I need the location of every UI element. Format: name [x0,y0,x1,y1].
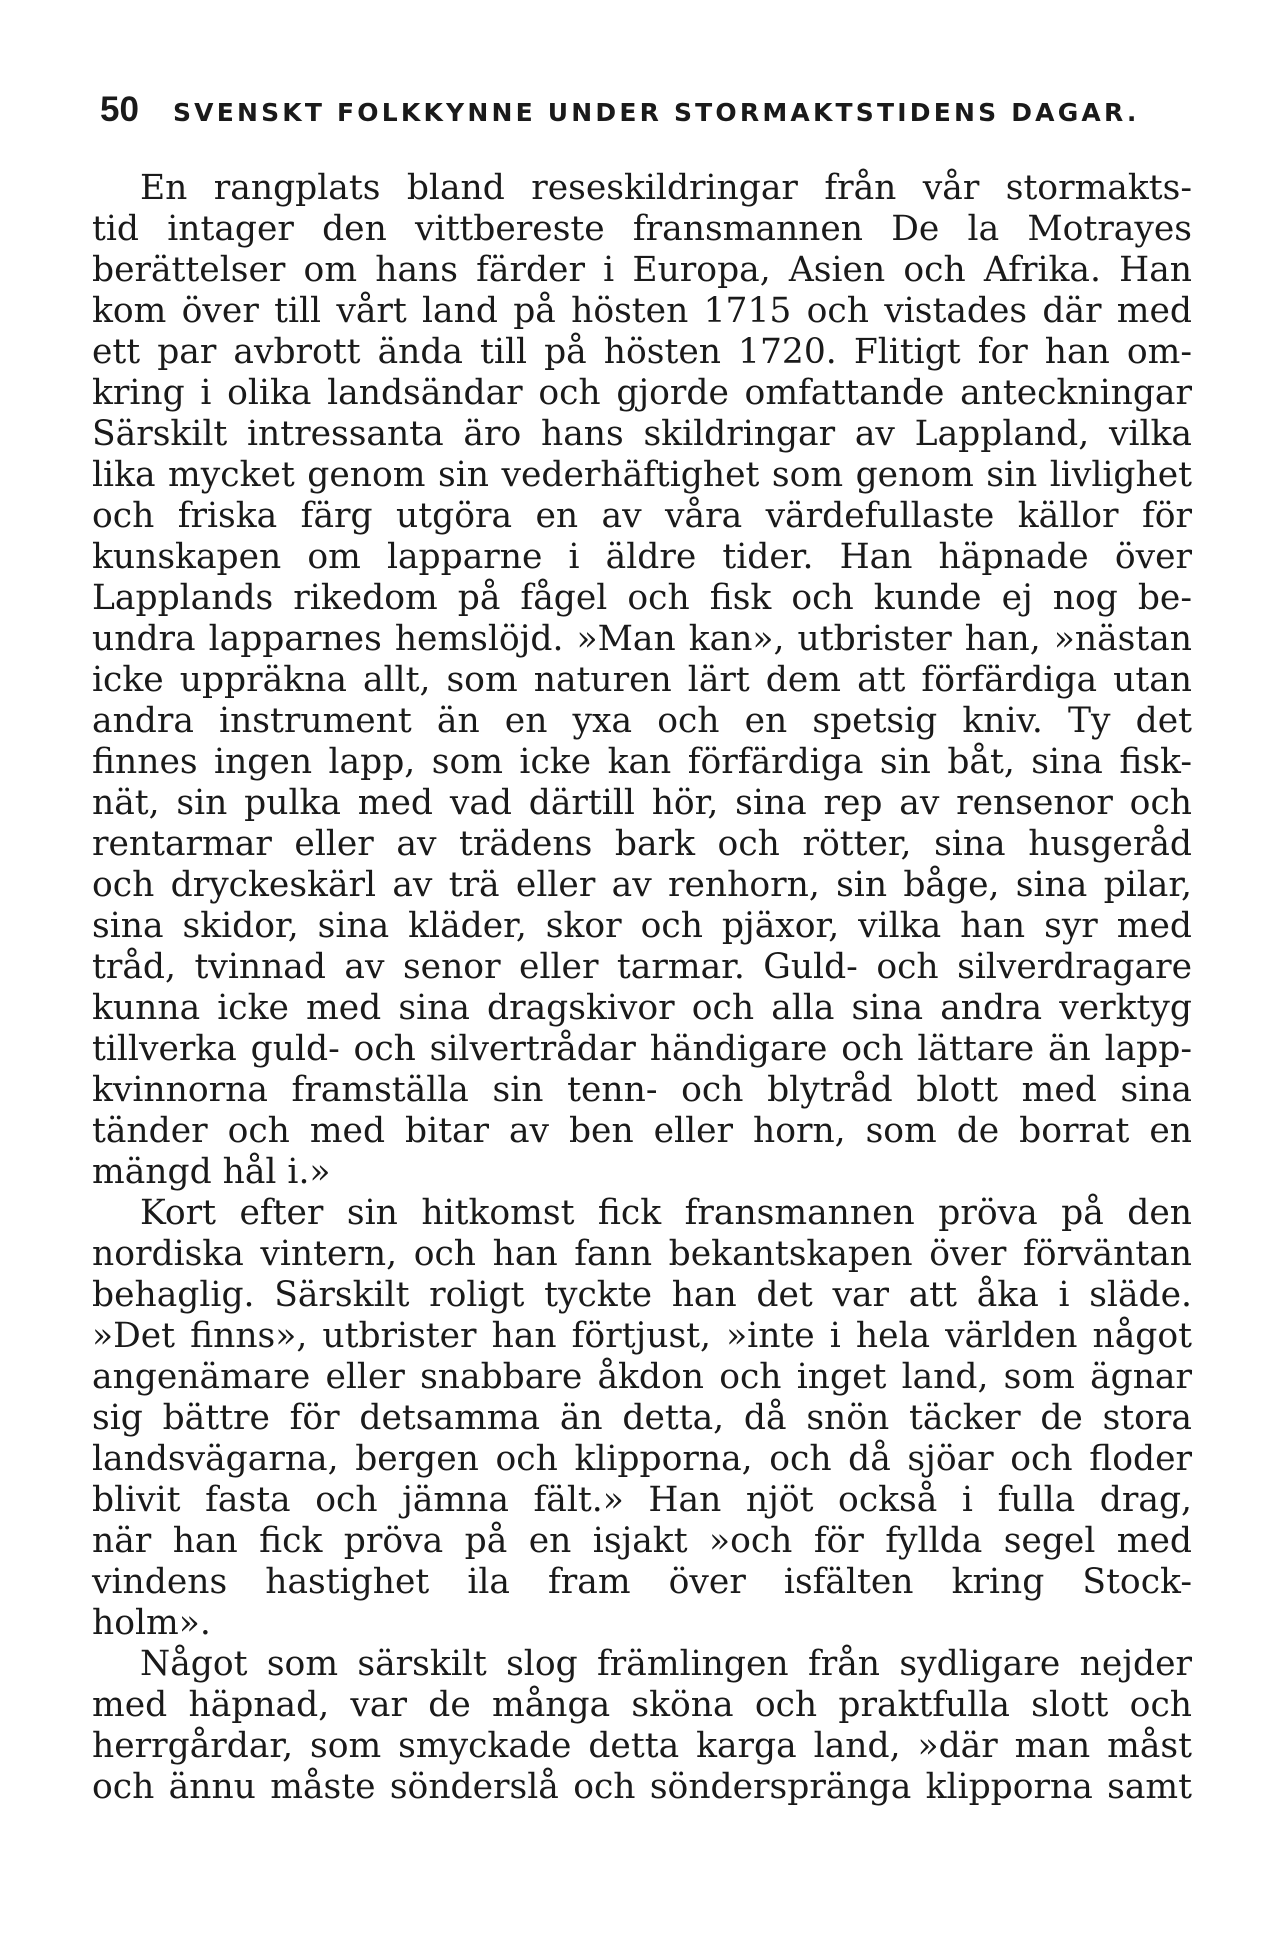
text-line: sig bättre för detsamma än detta, då snön täcker de stora [92,1398,1192,1438]
text-line: och friska färg utgöra en av våra värdefullaste källor för [92,496,1192,536]
text-line: berättelser om hans färder i Europa, Asien och Afrika. Han [92,250,1192,290]
text-line: landsvägarna, bergen och klipporna, och då sjöar och floder [92,1439,1192,1479]
running-head [100,90,1210,138]
text-line: och dryckeskärl av trä eller av renhorn, sin båge, sina pilar, [92,865,1192,905]
text-line: kvinnorna framställa sin tenn- och blytråd blott med sina [92,1070,1192,1110]
text-line: nordiska vintern, och han fann bekantskapen över förväntan [92,1234,1192,1274]
text-line: Särskilt intressanta äro hans skildringar av Lappland, vilka [92,414,1192,454]
page-number: 50 [100,90,139,129]
text-line: icke uppräkna allt, som naturen lärt dem att förfärdiga utan [92,660,1192,700]
text-line: herrgårdar, som smyckade detta karga land, »där man måst [92,1726,1192,1766]
text-line: »Det finns», utbrister han förtjust, »inte i hela världen något [92,1316,1192,1356]
text-line: ett par avbrott ända till på hösten 1720. Flitigt for han om- [92,332,1192,372]
text-line: tillverka guld- och silvertrådar händigare och lättare än lapp- [92,1029,1192,1069]
text-line: kring i olika landsändar och gjorde omfattande anteckningar [92,373,1192,413]
text-line: och ännu måste sönderslå och sönderspränga klipporna samt [92,1767,1192,1807]
text-line: behaglig. Särskilt roligt tyckte han det var att åka i släde. [92,1275,1192,1315]
text-line: kom över till vårt land på hösten 1715 och vistades där med [92,291,1192,331]
text-line: när han fick pröva på en isjakt »och för fyllda segel med [92,1521,1192,1561]
text-line: med häpnad, var de många sköna och praktfulla slott och [92,1685,1192,1725]
text-line: Kort efter sin hitkomst fick fransmannen pröva på den [140,1193,1192,1233]
text-line: lika mycket genom sin vederhäftighet som genom sin livlighet [92,455,1192,495]
text-line: angenämare eller snabbare åkdon och inget land, som ägnar [92,1357,1192,1397]
text-line: tid intager den vittbereste fransmannen De la Motrayes [92,209,1192,249]
text-line: sina skidor, sina kläder, skor och pjäxor, vilka han syr med [92,906,1192,946]
text-line: finnes ingen lapp, som icke kan förfärdiga sin båt, sina fisk- [92,742,1192,782]
text-line: tänder och med bitar av ben eller horn, som de borrat en [92,1111,1192,1151]
running-title: SVENSKT FOLKKYNNE UNDER STORMAKTSTIDENS DAGAR. [172,98,1140,127]
text-line: En rangplats bland reseskildringar från vår stormakts- [140,168,1192,208]
text-line: tråd, tvinnad av senor eller tarmar. Guld- och silverdragare [92,947,1192,987]
text-line: Något som särskilt slog främlingen från sydligare nejder [140,1644,1192,1684]
text-line: vindens hastighet ila fram över isfälten kring Stock- [92,1562,1192,1602]
text-line: kunskapen om lapparne i äldre tider. Han häpnade över [92,537,1192,577]
text-line: rentarmar eller av trädens bark och rötter, sina husgeråd [92,824,1192,864]
text-line: mängd hål i.» [92,1152,331,1192]
text-line: nät, sin pulka med vad därtill hör, sina rep av rensenor och [92,783,1192,823]
text-line: kunna icke med sina dragskivor och alla sina andra verktyg [92,988,1192,1028]
text-line: holm». [92,1603,211,1643]
text-line: andra instrument än en yxa och en spetsig kniv. Ty det [92,701,1192,741]
body-text [92,168,1192,1808]
text-line: undra lapparnes hemslöjd. »Man kan», utbrister han, »nästan [92,619,1192,659]
text-line: blivit fasta och jämna fält.» Han njöt också i fulla drag, [92,1480,1192,1520]
text-line: Lapplands rikedom på fågel och fisk och kunde ej nog be- [92,578,1192,618]
